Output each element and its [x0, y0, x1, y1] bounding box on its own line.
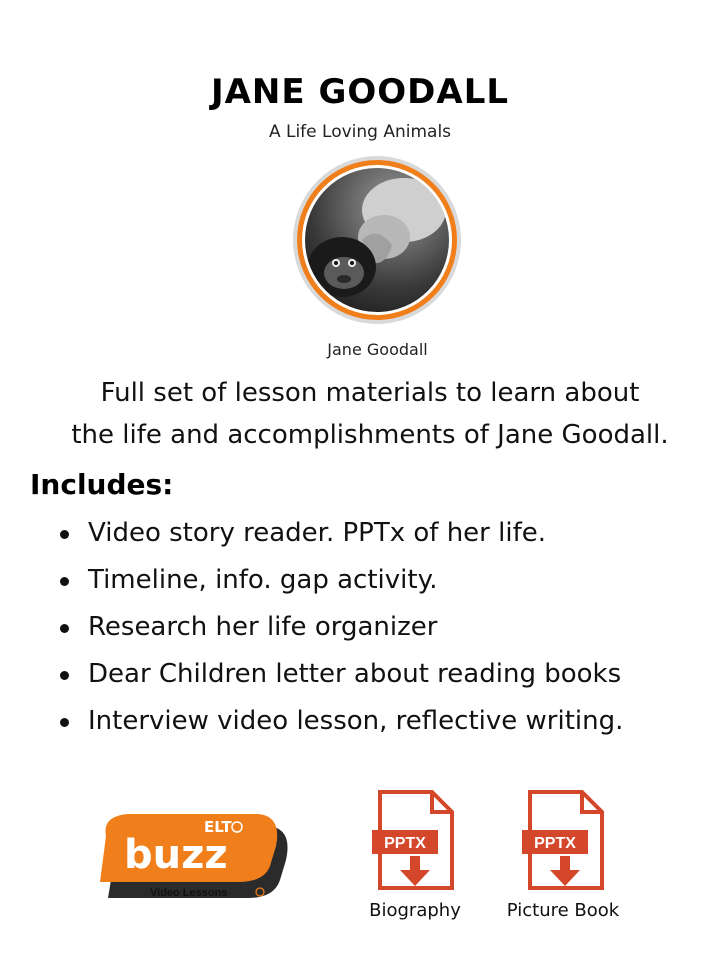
logo-buzz-text: buzz — [124, 832, 228, 878]
pptx-file-icon — [370, 790, 460, 890]
page-subtitle: A Life Loving Animals — [268, 122, 452, 142]
file-label-biography: Biography — [369, 900, 461, 921]
logo-tagline: Video Lessons — [150, 887, 228, 899]
list-item-text: Dear Children letter about reading books — [88, 659, 622, 689]
bullet-icon — [60, 577, 69, 586]
list-item-text: Interview video lesson, reflective writing. — [88, 706, 624, 736]
file-label-picture-book: Picture Book — [506, 900, 620, 921]
list-item — [58, 604, 623, 651]
includes-list — [58, 510, 623, 745]
list-item-text: Timeline, info. gap activity. — [88, 565, 438, 595]
eltbuzz-logo — [92, 810, 292, 905]
list-item-text: Video story reader. PPTx of her life. — [88, 518, 546, 548]
description-line-2: the life and accomplishments of Jane Goodall. — [71, 420, 669, 450]
list-item-text: Research her life organizer — [88, 612, 438, 642]
description — [0, 372, 720, 456]
description-line-1: Full set of lesson materials to learn about — [100, 378, 640, 408]
pptx-file-icon — [520, 790, 610, 890]
list-item — [58, 698, 623, 745]
includes-heading: Includes: — [30, 468, 174, 501]
portrait-caption: Jane Goodall — [327, 340, 428, 359]
list-item — [58, 557, 623, 604]
list-item — [58, 510, 623, 557]
logo-elt-text: ELT — [204, 818, 232, 836]
bullet-icon — [60, 530, 69, 539]
page-title: JANE GOODALL — [210, 72, 510, 112]
bullet-icon — [60, 671, 69, 680]
portrait-image — [292, 155, 462, 325]
bullet-icon — [60, 624, 69, 633]
file-badge: PPTX — [384, 835, 426, 852]
list-item — [58, 651, 623, 698]
file-badge: PPTX — [534, 835, 576, 852]
bullet-icon — [60, 718, 69, 727]
